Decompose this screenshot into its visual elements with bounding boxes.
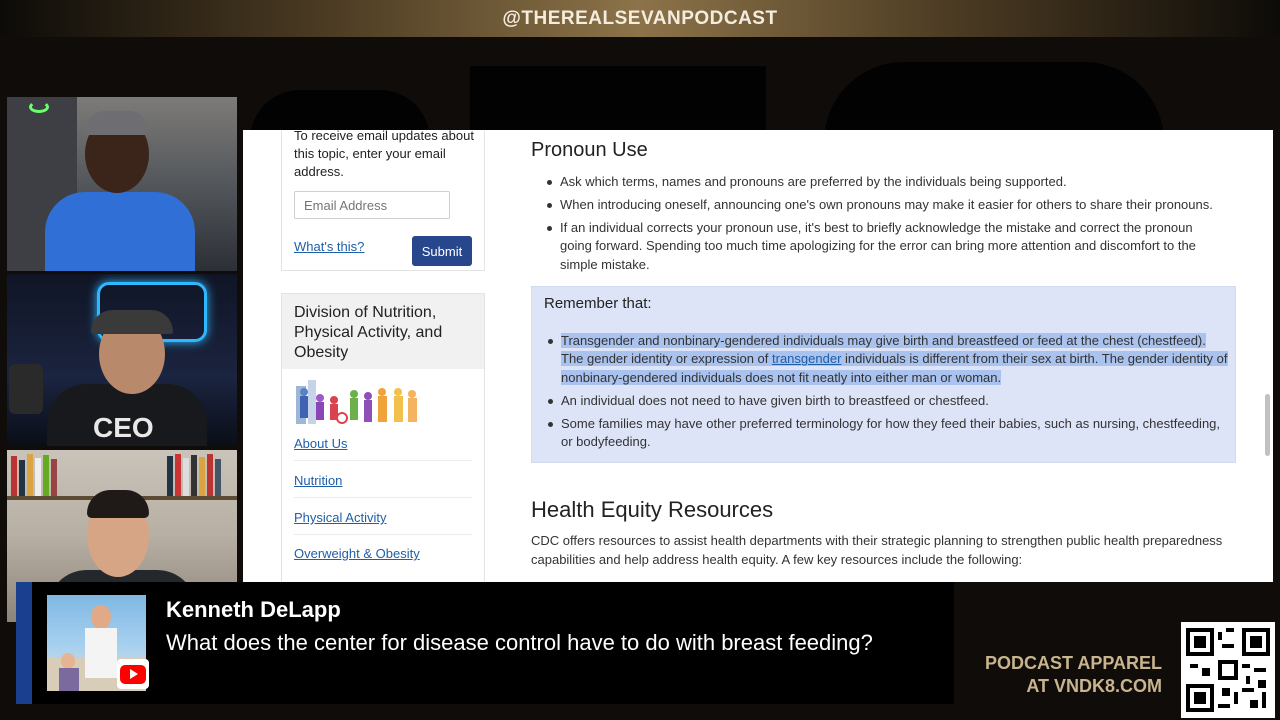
youtube-logo — [120, 665, 146, 684]
divider — [294, 497, 472, 498]
browser-page — [243, 130, 1273, 582]
whats-this-link[interactable]: What's this? — [294, 239, 365, 254]
neon-sign — [29, 101, 49, 113]
apparel-line-1: PODCAST APPAREL — [984, 653, 1162, 673]
book — [19, 460, 25, 496]
division-nav-card — [281, 293, 485, 582]
play-icon — [130, 669, 138, 679]
list-item: If an individual corrects your pronoun use, it's best to briefly acknowledge the mistake and correct the pronoun going forward. Spending too much time apologizing for the error can bring more attention and discomfort to the simple mistake. — [547, 219, 1227, 274]
commenter-name: Kenneth DeLapp — [166, 597, 341, 622]
webcam-host-1 — [7, 97, 237, 271]
apparel-promo — [940, 652, 1162, 698]
book — [175, 454, 181, 496]
page-scrollbar[interactable] — [1265, 394, 1270, 456]
qr-code-pattern — [1186, 627, 1270, 713]
book — [43, 455, 49, 496]
microphone — [9, 364, 43, 414]
qr-code — [1181, 622, 1275, 718]
sidebar-link-about-us[interactable]: About Us — [294, 436, 348, 451]
book — [191, 455, 197, 496]
book — [35, 458, 41, 496]
pronoun-bullet-list — [547, 173, 1227, 279]
person-shirt — [85, 628, 117, 678]
list-item-highlighted — [548, 332, 1228, 387]
headphones — [91, 310, 173, 334]
book — [51, 459, 57, 496]
sidebar-link-physical-activity[interactable]: Physical Activity — [294, 510, 387, 525]
email-prompt: To receive email updates about this topic, enter your email address. — [294, 130, 474, 179]
book — [167, 456, 173, 496]
headband — [85, 111, 149, 135]
hair — [87, 490, 149, 518]
webcam-host-2 — [7, 274, 237, 446]
list-item: When introducing oneself, announcing one's own pronouns may make it easier for others to share their pronouns. — [547, 196, 1227, 214]
channel-handle: @THEREALSEVANPODCAST — [502, 7, 778, 29]
bullet-text: Transgender and nonbinary-gendered individuals may give birth and breastfeed or feed at the chest (chestfeed). The gender identity or expression of — [561, 333, 1206, 367]
child-body — [59, 668, 79, 691]
divider — [294, 460, 472, 461]
book — [183, 458, 189, 496]
transgender-link[interactable]: transgender — [772, 351, 842, 367]
shirt-print: CEO — [93, 412, 154, 443]
bullet-text: individuals is different from their sex at birth. The gender identity of nonbinary-gendered individuals does not fit neatly into either man or woman. — [561, 351, 1228, 385]
sidebar-link-nutrition[interactable]: Nutrition — [294, 473, 343, 488]
youtube-icon — [117, 659, 149, 689]
divider — [294, 534, 472, 535]
apparel-line-2: AT VNDK8.COM — [1026, 676, 1162, 696]
person-head — [91, 605, 111, 629]
comment-overlay — [16, 582, 954, 704]
comment-text: What does the center for disease control have to do with breast feeding? — [166, 630, 873, 655]
health-equity-heading: Health Equity Resources — [531, 497, 774, 522]
sidebar-link-overweight-obesity[interactable]: Overweight & Obesity — [294, 546, 420, 561]
book — [11, 456, 17, 496]
book — [199, 457, 205, 496]
division-title: Division of Nutrition, Physical Activity, and Obesity — [282, 294, 484, 369]
email-signup-card — [281, 130, 485, 271]
remember-callout — [531, 286, 1236, 463]
remember-bullet-list — [548, 332, 1228, 456]
channel-banner — [0, 0, 1280, 37]
list-item: Some families may have other preferred terminology for how they feed their babies, such as nursing, chestfeeding, or bodyfeeding. — [548, 415, 1228, 452]
caption-accent-bar — [16, 582, 32, 704]
email-field[interactable] — [294, 191, 450, 219]
selected-text — [561, 333, 1228, 385]
health-equity-paragraph: CDC offers resources to assist health departments with their strategic planning to strengthen public health preparedness capabilities and help address health equity. A few key resources include the following: — [531, 533, 1223, 567]
background-shape — [470, 66, 766, 136]
list-item: Ask which terms, names and pronouns are preferred by the individuals being supported. — [547, 173, 1227, 191]
remember-heading: Remember that: — [544, 295, 652, 312]
list-item: An individual does not need to have given birth to breastfeed or chestfeed. — [548, 392, 1228, 410]
book — [207, 454, 213, 496]
people-silhouette-graphic — [294, 378, 424, 426]
child-head — [61, 653, 75, 669]
book — [215, 459, 221, 496]
book — [27, 454, 33, 496]
pronoun-use-heading: Pronoun Use — [531, 139, 648, 161]
submit-button[interactable]: Submit — [412, 236, 472, 266]
person-torso — [45, 192, 195, 271]
